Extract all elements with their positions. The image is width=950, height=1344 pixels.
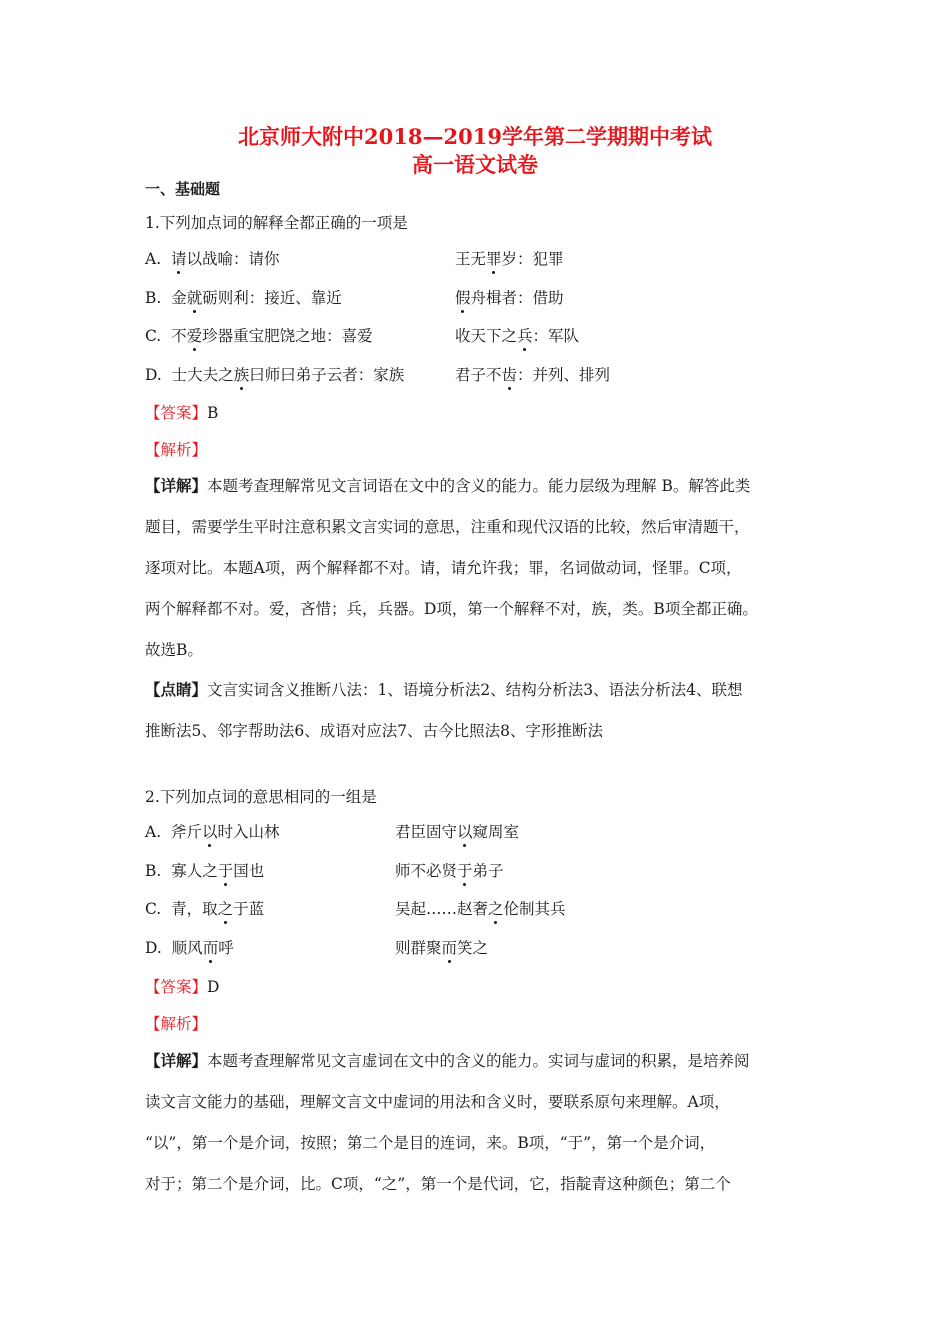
- q1-analysis-tag: 【解析】: [145, 441, 208, 459]
- q2-detail: 【详解】本题考查理解常见文言虚词在文中的含义的能力。实词与虚词的积累，是培养阅 读文言文能力的基础，理解文言文中虚词的用法和含义时，要联系原句来理解。A项， “以”，第一个是介词，按照；第二个是目的连词，来。B项，“于”，第一个是介词， 对于；第二个是介词，比。C项，“之”，第一个是代词，它，指靛青这种颜色；第二个: [145, 1051, 750, 1193]
- document-subtitle: 高一语文试卷: [412, 152, 538, 177]
- q1-option-c-left: C. 不爱珍器重宝肥饶之地：喜爱: [145, 327, 373, 345]
- q2-answer: 【答案】D: [145, 978, 220, 996]
- q2-option-b-left: B. 寡人之于国也: [145, 862, 265, 880]
- document-title: 北京师大附中2018—2019学年第二学期期中考试: [238, 124, 712, 149]
- q1-option-b-right: 假舟楫者：借助: [455, 289, 564, 307]
- q1-option-b-left: B. 金就砺则利：接近、靠近: [145, 289, 342, 307]
- q2-stem: 2.下列加点词的意思相同的一组是: [145, 788, 377, 806]
- q1-option-a-left: A. 请以战喻：请你: [145, 250, 280, 268]
- q2-option-d-left: D. 顺风而呼: [145, 939, 234, 957]
- q2-option-a-left: A. 斧斤以时入山林: [145, 823, 280, 841]
- q2-option-c-right: 吴起……赵奢之伦制其兵: [395, 900, 566, 918]
- q1-answer: 【答案】B: [145, 404, 219, 422]
- q1-option-c-right: 收天下之兵：军队: [455, 327, 580, 345]
- q2-option-b-right: 师不必贤于弟子: [395, 862, 504, 880]
- q1-detail: 【详解】本题考查理解常见文言词语在文中的含义的能力。能力层级为理解 B。解答此类 题目，需要学生平时注意积累文言实词的意思，注重和现代汉语的比较，然后审清题干， 逐项对比。本题A项，两个解释都不对。请，请允许我；罪，名词做动词，怪罪。C项， 两个解释都不对。爱，吝惜；兵，兵器。D项，第一个解释不对，族，类。B项全都正确。 故选B。: [145, 476, 758, 659]
- section-heading: 一、基础题: [145, 180, 221, 198]
- q2-analysis-tag: 【解析】: [145, 1015, 208, 1033]
- q1-option-d-left: D. 士大夫之族曰师曰弟子云者：家族: [145, 366, 405, 384]
- q1-tip: 【点睛】文言实词含义推断八法：1、语境分析法2、结构分析法3、语法分析法4、联想 推断法5、邻字帮助法6、成语对应法7、古今比照法8、字形推断法: [145, 680, 743, 740]
- q1-stem: 1.下列加点词的解释全都正确的一项是: [145, 214, 408, 232]
- q1-option-d-right: 君子不齿：并列、排列: [455, 366, 611, 384]
- q2-option-c-left: C. 青，取之于蓝: [145, 900, 265, 918]
- q2-option-a-right: 君臣固守以窥周室: [395, 823, 520, 841]
- q1-option-a-right: 王无罪岁：犯罪: [455, 250, 564, 268]
- q2-option-d-right: 则群聚而笑之: [395, 939, 489, 957]
